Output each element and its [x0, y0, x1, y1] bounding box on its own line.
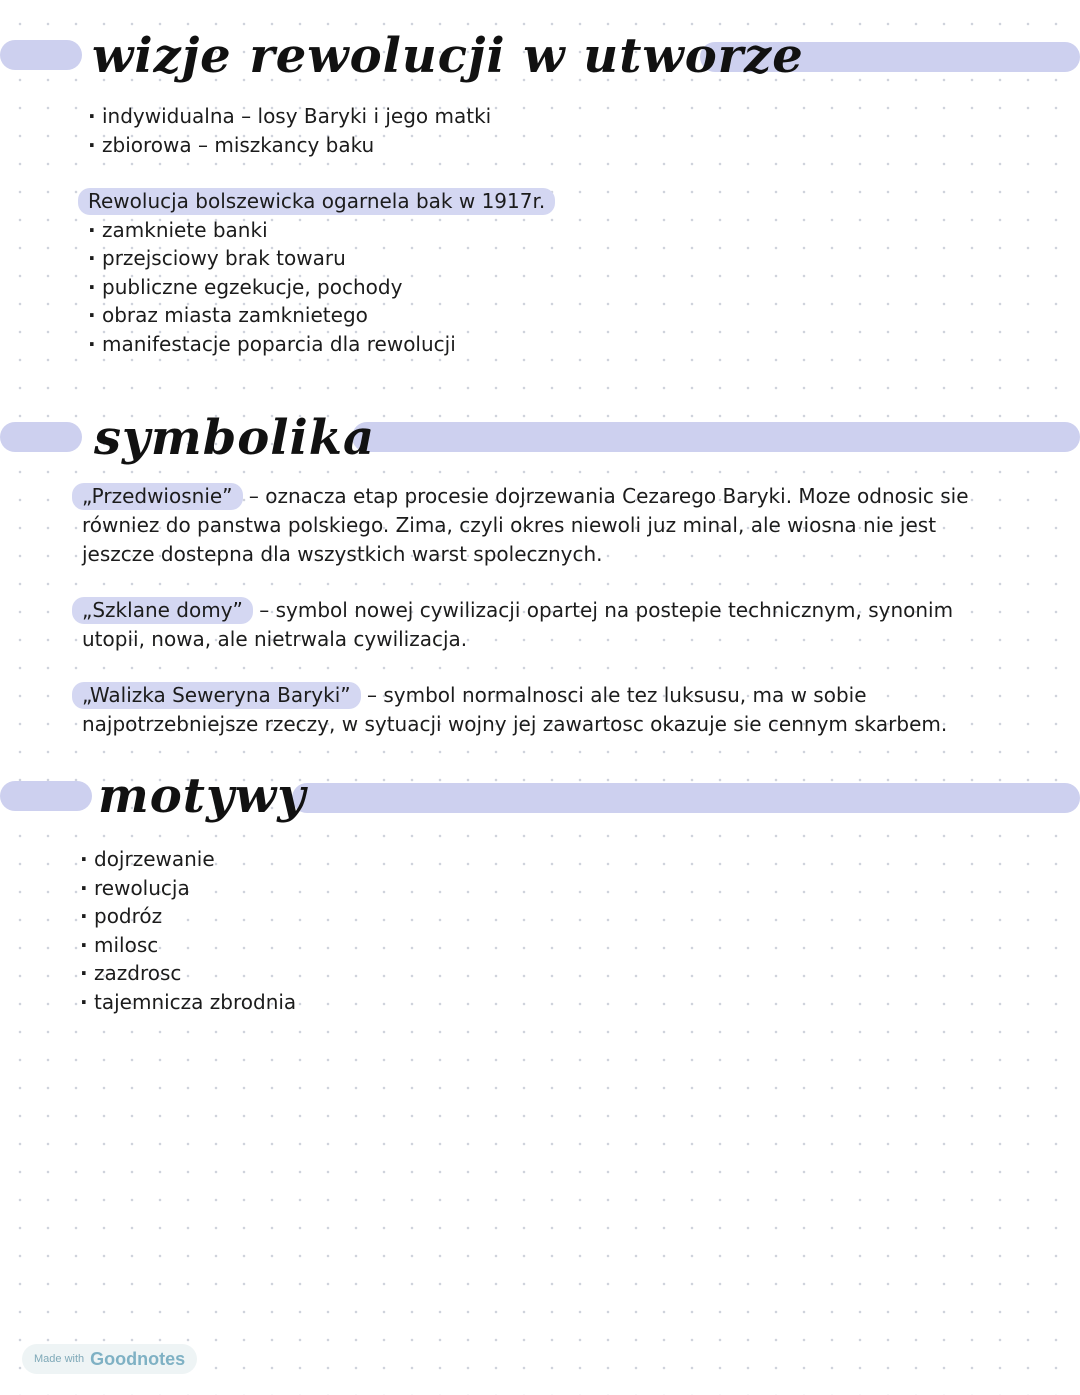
symbol-entry	[82, 681, 1002, 739]
list-item: · dojrzewanie	[80, 845, 215, 873]
header-bar-left	[0, 781, 92, 811]
section-title-motifs: motywy	[98, 768, 307, 824]
made-with-label: Made with	[34, 1353, 85, 1365]
symbol-term: „Przedwiosnie”	[72, 483, 243, 510]
symbol-description: – symbol normalnosci ale tez luksusu, ma w sobie najpotrzebniejsze rzeczy, w sytuacji wojny jej zawartosc okazuje sie cennym skarbem.	[82, 683, 948, 736]
list-item: · zamkniete banki	[88, 216, 268, 244]
highlighted-statement	[88, 187, 555, 215]
list-item: · podróz	[80, 902, 162, 930]
symbol-entry	[82, 596, 1002, 654]
symbol-entry	[82, 482, 1002, 569]
highlight-marker: Rewolucja bolszewicka ogarnela bak w 1917r.	[78, 188, 555, 215]
header-bar-left	[0, 422, 82, 452]
made-with-badge	[22, 1344, 197, 1374]
list-item: · zbiorowa – miszkancy baku	[88, 131, 374, 159]
symbol-term: „Szklane domy”	[72, 597, 253, 624]
list-item: · manifestacje poparcia dla rewolucji	[88, 330, 456, 358]
section-title-symbolism: symbolika	[94, 410, 376, 466]
list-item: · tajemnicza zbrodnia	[80, 988, 296, 1016]
list-item: · przejsciowy brak towaru	[88, 244, 346, 272]
symbol-term: „Walizka Seweryna Baryki”	[72, 682, 361, 709]
symbol-description: – oznacza etap procesie dojrzewania Cezarego Baryki. Moze odnosic sie równiez do panstwa polskiego. Zima, czyli okres niewoli juz minal, ale wiosna nie jest jeszcze dostepna dla wszystkich warst spolecznych.	[82, 484, 969, 566]
header-bar-right	[352, 422, 1080, 452]
list-item: · obraz miasta zamknietego	[88, 301, 368, 329]
list-item: · indywidualna – losy Baryki i jego matki	[88, 102, 491, 130]
symbol-description: – symbol nowej cywilizacji opartej na postepie technicznym, synonim utopii, nowa, ale nietrwala cywilizacja.	[82, 598, 954, 651]
header-bar-right	[292, 783, 1080, 813]
list-item: · publiczne egzekucje, pochody	[88, 273, 402, 301]
list-item: · zazdrosc	[80, 959, 181, 987]
list-item: · milosc	[80, 931, 158, 959]
section-title-revolution: wizje rewolucji w utworze	[92, 28, 804, 84]
goodnotes-logo: Goodnotes	[90, 1348, 186, 1369]
header-bar-left	[0, 40, 82, 70]
list-item: · rewolucja	[80, 874, 190, 902]
